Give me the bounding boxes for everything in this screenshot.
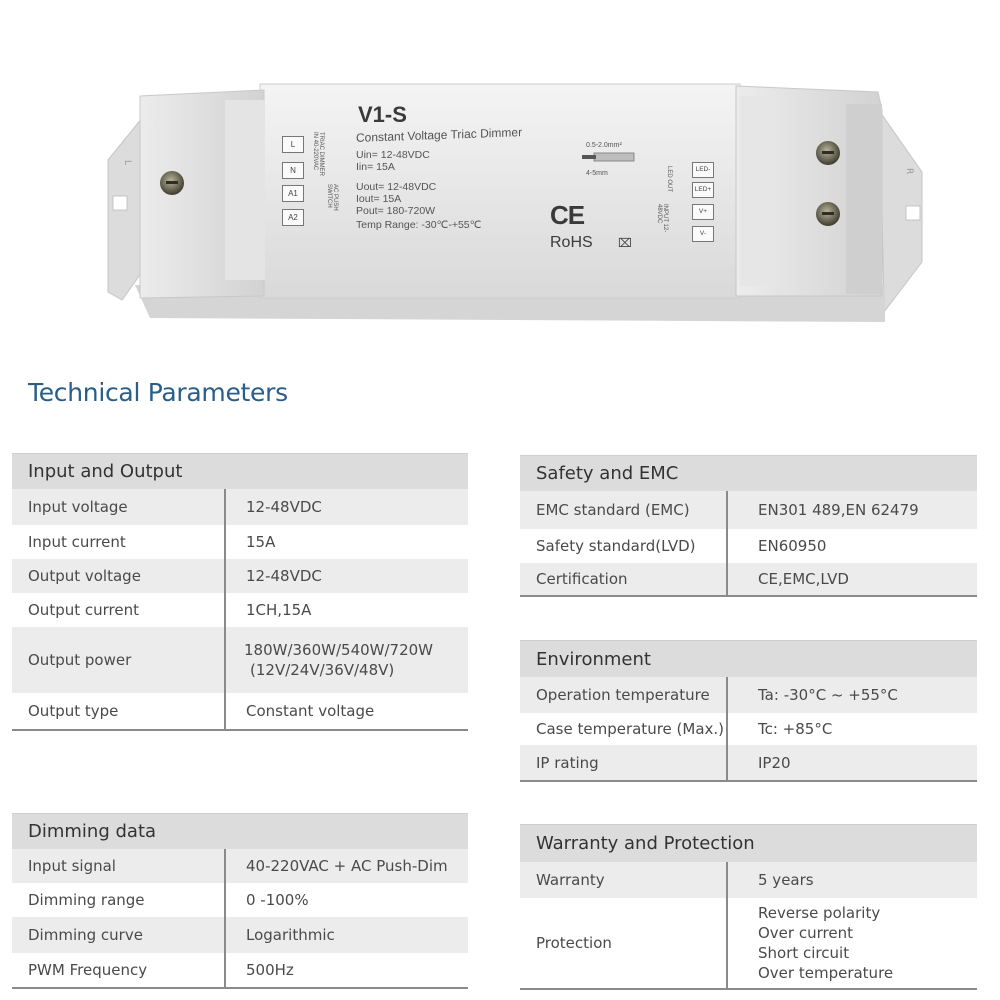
param-value [728, 898, 893, 988]
table-row [520, 529, 977, 563]
table-row [12, 593, 468, 627]
param-value [728, 745, 791, 780]
table-row [12, 627, 468, 693]
table-row [12, 559, 468, 593]
spec-uin: Uin= 12-48VDC [356, 149, 430, 161]
table-row [12, 883, 468, 917]
terminal-n: N [282, 162, 304, 179]
device-model: V1-S [358, 102, 407, 127]
param-key: EMC standard (EMC) [520, 491, 728, 529]
param-value-line: EN60950 [758, 537, 827, 555]
param-value-line: 40-220VAC + AC Push-Dim [246, 857, 448, 875]
param-key: Certification [520, 563, 728, 595]
param-value [226, 953, 294, 987]
param-key: Dimming range [12, 883, 226, 917]
param-key: Dimming curve [12, 917, 226, 953]
param-key: Warranty [520, 862, 728, 898]
spec-pout: Pout= 180-720W [356, 205, 436, 217]
table-row [520, 745, 977, 780]
param-value-line: 0 -100% [246, 891, 309, 909]
spec-iout: Iout= 15A [356, 193, 402, 205]
table-row [12, 849, 468, 883]
param-value-line: Constant voltage [246, 702, 375, 720]
param-value-line: Over temperature [758, 964, 894, 982]
terminal-left-note2: AC PUSH SWITCH [326, 184, 338, 211]
table-row [12, 917, 468, 953]
param-value-line: 12-48VDC [246, 498, 322, 516]
side-letter-left: L [122, 160, 132, 166]
param-value-line: 5 years [758, 871, 814, 889]
param-value [728, 491, 919, 529]
table-row [520, 862, 977, 898]
param-key: IP rating [520, 745, 728, 780]
weee-bin-icon: ⌧ [618, 236, 632, 250]
table-title: Environment [520, 640, 977, 677]
strip-length: 4-5mm [586, 170, 608, 177]
param-key: Output current [12, 593, 226, 627]
terminal-right-note2: INPUT 12-48VDC [656, 204, 668, 233]
table-row [520, 563, 977, 595]
param-value [226, 883, 309, 917]
table-input-output [12, 453, 468, 731]
table-row [520, 491, 977, 529]
table-row [520, 677, 977, 713]
table-environment [520, 640, 977, 782]
page-title: Technical Parameters [28, 378, 288, 407]
param-key: Case temperature (Max.) [520, 713, 728, 745]
param-key: Output power [12, 627, 226, 693]
param-value-line: EN301 489,EN 62479 [758, 501, 919, 519]
param-value [226, 489, 322, 525]
param-key: PWM Frequency [12, 953, 226, 987]
table-warranty-protection [520, 824, 977, 990]
param-value-line: Tc: +85°C [758, 720, 833, 738]
param-value-line: Over current [758, 924, 853, 942]
param-key: Output voltage [12, 559, 226, 593]
product-image [0, 0, 1000, 340]
param-key: Output type [12, 693, 226, 729]
param-value-line: Reverse polarity [758, 904, 881, 922]
table-row [12, 953, 468, 987]
terminal-a1: A1 [282, 185, 304, 202]
param-value [226, 693, 374, 729]
terminal-led-minus: LED- [692, 162, 714, 178]
param-value [728, 713, 832, 745]
param-value-line: Short circuit [758, 944, 850, 962]
param-value [226, 525, 275, 559]
param-value [728, 677, 898, 713]
param-value [226, 627, 433, 693]
table-title: Warranty and Protection [520, 824, 977, 862]
param-key: Input voltage [12, 489, 226, 525]
side-letter-right: R [904, 168, 914, 175]
table-dimming [12, 813, 468, 989]
param-value [728, 563, 849, 595]
param-key: Input signal [12, 849, 226, 883]
param-value [226, 849, 448, 883]
param-value-line: Logarithmic [246, 926, 335, 944]
terminal-led-plus: LED+ [692, 182, 714, 198]
table-title: Dimming data [12, 813, 468, 849]
param-value [226, 559, 322, 593]
table-row [12, 525, 468, 559]
spec-iin: Iin= 15A [356, 161, 395, 173]
rohs-mark: RoHS [550, 234, 593, 251]
table-row [12, 489, 468, 525]
param-value [728, 862, 814, 898]
param-value [226, 593, 311, 627]
param-value-line: IP20 [758, 753, 791, 772]
table-row [12, 693, 468, 729]
device-subtitle: Constant Voltage Triac Dimmer [356, 125, 523, 145]
terminal-v-plus: V+ [692, 204, 714, 220]
param-value-line: 180W/360W/540W/720W [244, 641, 434, 659]
param-value [728, 529, 826, 563]
device-label [268, 92, 738, 292]
spec-temp: Temp Range: -30℃-+55℃ [356, 219, 482, 231]
table-safety-emc [520, 455, 977, 597]
table-title: Input and Output [12, 453, 468, 489]
param-key: Input current [12, 525, 226, 559]
param-value-line: 1CH,15A [246, 601, 312, 619]
terminal-v-minus: V- [692, 226, 714, 242]
param-key: Protection [520, 898, 728, 988]
param-value-line: 12-48VDC [246, 567, 322, 585]
param-value-line: (12V/24V/36V/48V) [250, 661, 395, 679]
terminal-left-note: TRIAC DIMMER IN 40-220VAC [312, 132, 324, 176]
terminal-right-note: LED OUT [666, 166, 672, 193]
table-title: Safety and EMC [520, 455, 977, 491]
table-row [520, 898, 977, 988]
terminal-a2: A2 [282, 209, 304, 226]
spec-uout: Uout= 12-48VDC [356, 181, 437, 193]
param-key: Safety standard(LVD) [520, 529, 728, 563]
param-value-line: CE,EMC,LVD [758, 570, 849, 588]
wire-gauge: 0.5-2.0mm² [586, 142, 622, 149]
terminal-l: L [282, 136, 304, 153]
param-value [226, 917, 335, 953]
ce-mark: CE [550, 200, 585, 230]
param-value-line: 500Hz [246, 961, 294, 979]
param-key: Operation temperature [520, 677, 728, 713]
param-value-line: Ta: -30°C ~ +55°C [758, 686, 898, 704]
table-row [520, 713, 977, 745]
param-value-line: 15A [246, 533, 276, 551]
